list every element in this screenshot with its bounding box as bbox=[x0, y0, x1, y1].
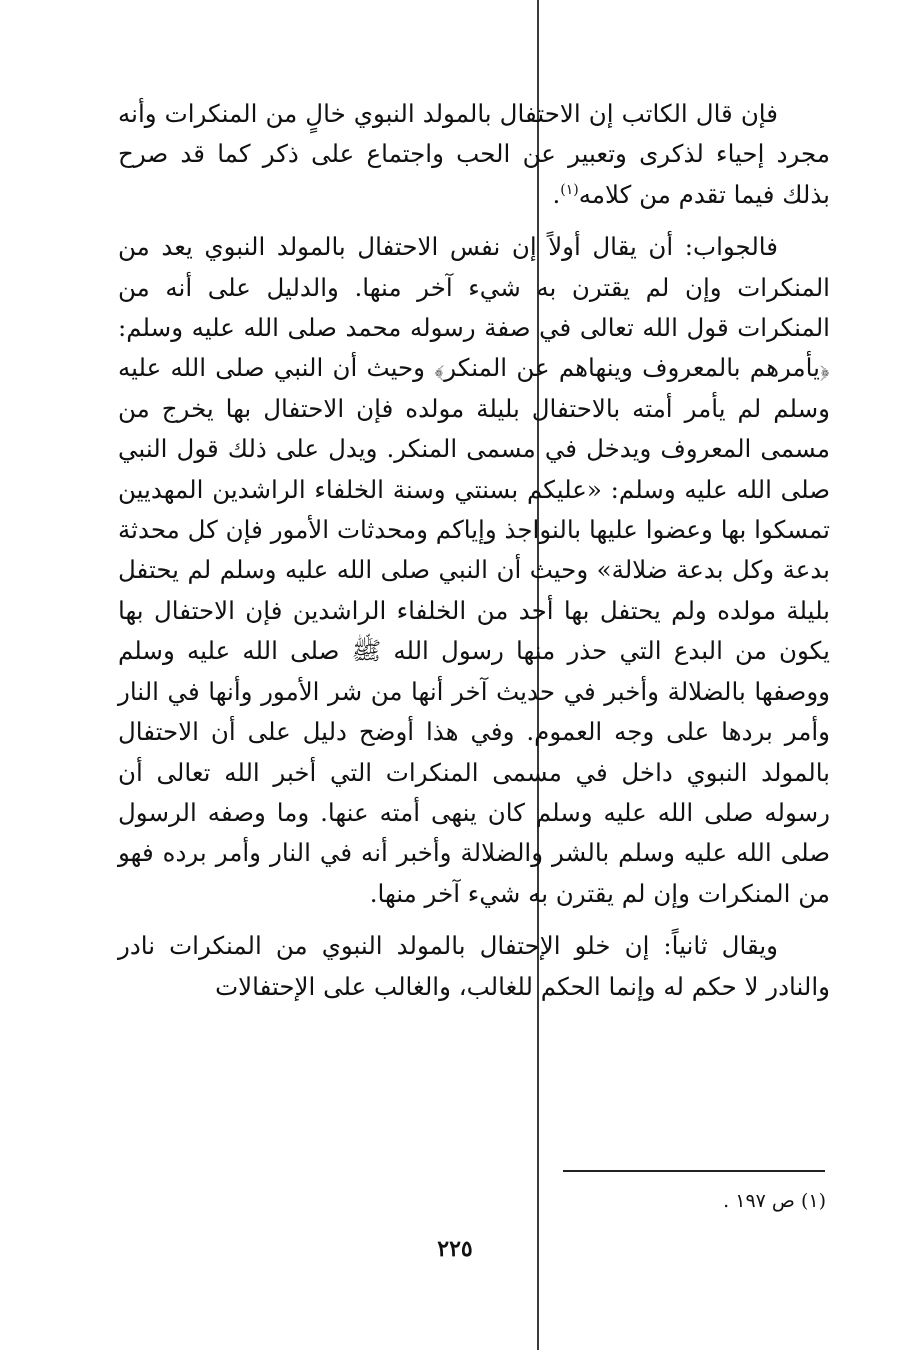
footnote-separator bbox=[563, 1170, 825, 1172]
paragraph-1-text: فإن قال الكاتب إن الاحتفال بالمولد النبوي خالٍ من المنكرات وأنه مجرد إحياء لذكرى وتعبير عن الحب واجتماع على ذكر كما قد صرح بذلك فيما تقدم من كلامه bbox=[118, 99, 830, 209]
paragraph-1 bbox=[118, 94, 830, 215]
page-number: ٢٢٥ bbox=[437, 1236, 473, 1262]
paragraph-2: فالجواب: أن يقال أولاً إن نفس الاحتفال بالمولد النبوي يعد من المنكرات وإن لم يقترن به شيء آخر منها. والدليل على أنه من المنكرات قول الله تعالى في صفة رسوله محمد صلى الله عليه وسلم: ﴿يأمرهم بالمعروف وينهاهم عن المنكر﴾ وحيث أن النبي صلى الله عليه وسلم لم يأمر أمته بالاحتفال بليلة مولده فإن الاحتفال بها يخرج من مسمى المعروف ويدخل في مسمى المنكر. ويدل على ذلك قول النبي صلى الله عليه وسلم: «عليكم بسنتي وسنة الخلفاء الراشدين المهديين تمسكوا بها وعضوا عليها بالنواجذ وإياكم ومحدثات الأمور فإن كل محدثة بدعة وكل بدعة ضلالة» وحيث أن النبي صلى الله عليه وسلم لم يحتفل بليلة مولده ولم يحتفل بها أحد من الخلفاء الراشدين فإن الاحتفال بها يكون من البدع التي حذر منها رسول الله ﷺ صلى الله عليه وسلم ووصفها بالضلالة وأخبر في حديث آخر أنها من شر الأمور وأنها في النار وأمر بردها على وجه العموم. وفي هذا أوضح دليل على أن الاحتفال بالمولد النبوي داخل في مسمى المنكرات التي أخبر الله تعالى أن رسوله صلى الله عليه وسلم كان ينهى أمته عنها. وما وصفه الرسول صلى الله عليه وسلم بالشر والضلالة وأخبر أنه في النار وأمر برده فهو من المنكرات وإن لم يقترن به شيء آخر منها. bbox=[118, 232, 830, 908]
footnote-reference: (١) bbox=[560, 181, 579, 198]
paragraph-3: ويقال ثانياً: إن خلو الإحتفال بالمولد النبوي من المنكرات نادر والنادر لا حكم له وإنما الحكم للغالب، والغالب على الإحتفالات bbox=[118, 931, 830, 1001]
paragraph-1-end: . bbox=[552, 179, 561, 209]
main-text bbox=[118, 94, 830, 1007]
footnote: (١) ص ١٩٧ . bbox=[723, 1190, 826, 1212]
